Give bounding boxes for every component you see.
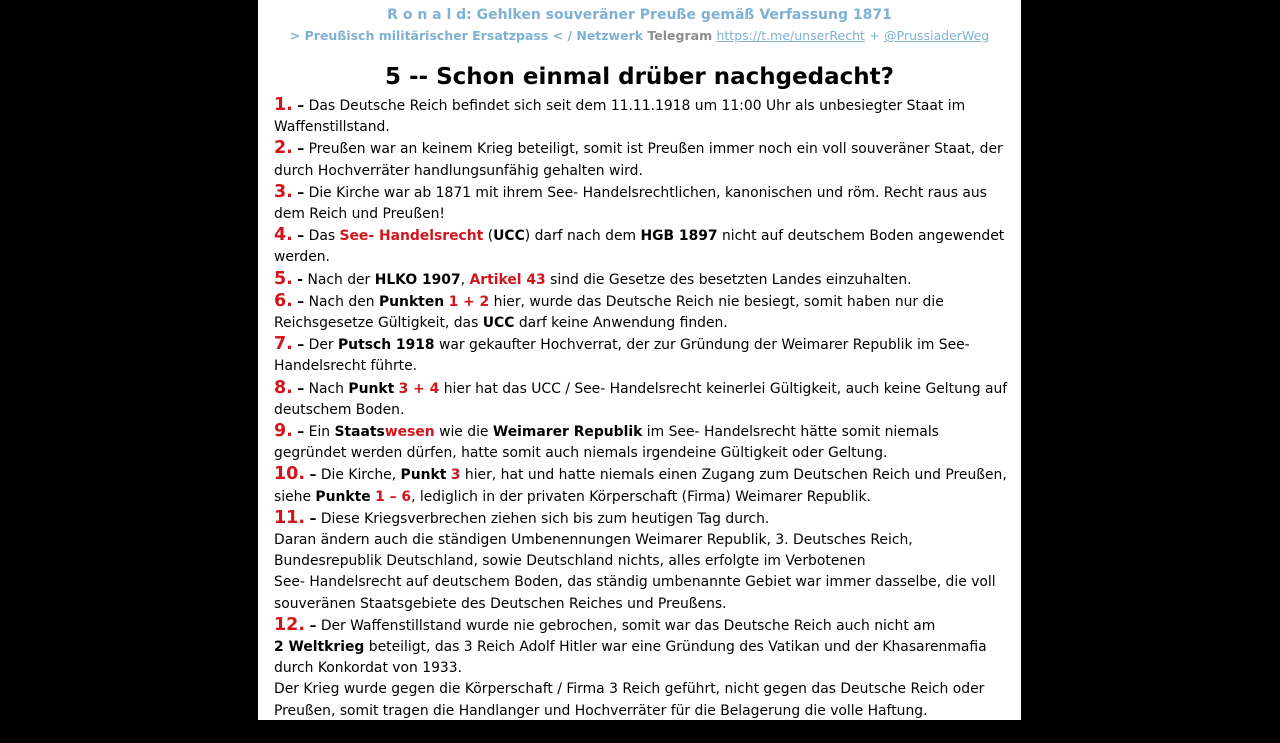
item-text: , xyxy=(460,271,466,288)
item-number: 7. xyxy=(274,334,293,355)
item-dash: – xyxy=(297,380,305,397)
highlight-bold: Staats xyxy=(334,424,385,441)
item-dash: – xyxy=(297,141,305,158)
list-item-8 xyxy=(274,378,1009,421)
highlight-bold: Punkten xyxy=(378,293,445,310)
highlight-bold: Punkte xyxy=(315,488,371,505)
item-text: Preußen war an keinem Krieg beteiligt, somit ist Preußen immer noch ein voll souveräner Staat, der durch Hochverräter handlungsunfähig gehalten wird. xyxy=(274,141,1003,179)
item-dash: – xyxy=(297,337,305,354)
item-number: 12. xyxy=(274,614,306,635)
item-dash: – xyxy=(297,228,305,245)
highlight-red: 1 + 2 xyxy=(448,293,490,310)
item-text: See- Handelsrecht auf deutschem Boden, das ständig umbenannte Gebiet war immer dasselbe, die voll souveränen Staatsgebiete des Deutschen Reiches und Preußens. xyxy=(274,574,996,612)
item-text: Das Deutsche Reich befindet sich seit dem 11.11.1918 um 11:00 Uhr als unbesiegter Staat im Waffenstillstand. xyxy=(274,98,966,136)
item-text: Daran ändern auch die ständigen Umbenennungen Weimarer Republik, 3. Deutsches Reich, xyxy=(274,532,913,549)
item-text: nicht auf deutschem Boden angewendet werden. xyxy=(274,228,1005,266)
item-text: hier, wurde das Deutsche Reich nie besiegt, somit haben nur die Reichsgesetze Gültigkeit, das xyxy=(274,293,944,332)
item-dash: – xyxy=(309,467,317,484)
list-item-9 xyxy=(274,421,1009,464)
item-text: Nach den xyxy=(308,293,375,310)
list-item-10 xyxy=(274,464,1009,507)
item-text: sind die Gesetze des besetzten Landes einzuhalten. xyxy=(550,271,912,288)
highlight-bold: HLKO 1907 xyxy=(374,271,461,288)
highlight-bold: UCC xyxy=(482,315,515,332)
item-text: Die Kirche, xyxy=(320,467,397,484)
item-text: war gekaufter Hochverrat, der zur Gründung der Weimarer Republik im See- Handelsrecht führte. xyxy=(274,337,970,375)
highlight-bold: Weimarer Republik xyxy=(492,424,643,441)
item-text: wie die xyxy=(439,424,489,441)
item-text: Nach xyxy=(308,380,344,397)
header-author-line: R o n a l d: Gehlken souveräner Preuße gemäß Verfassung 1871 xyxy=(387,7,892,23)
item-number: 6. xyxy=(274,290,293,311)
list-item-3 xyxy=(274,182,1009,225)
telegram-link[interactable]: https://t.me/unserRecht xyxy=(716,28,865,43)
highlight-red: 3 xyxy=(450,467,461,484)
item-number: 3. xyxy=(274,181,293,202)
highlight-red: Artikel 43 xyxy=(469,271,546,288)
highlight-bold: 2 Weltkrieg xyxy=(274,639,365,656)
page-title: 5 -- Schon einmal drüber nachgedacht? xyxy=(385,64,894,90)
document-page xyxy=(258,0,1021,740)
item-dash: - xyxy=(297,271,304,288)
item-number: 9. xyxy=(274,421,293,442)
telegram-label: Telegram xyxy=(647,28,713,43)
item-text: hier hat das UCC / See- Handelsrecht keinerlei Gültigkeit, auch keine Geltung auf deutschem Boden. xyxy=(274,380,1008,418)
item-text: beteiligt, das 3 Reich Adolf Hitler war eine Gründung des Vatikan und der Khasarenmafia durch Konkordat von 1933. xyxy=(274,639,987,677)
highlight-bold: Punkt xyxy=(400,467,447,484)
list-item-11 xyxy=(274,508,1009,615)
item-text: Das xyxy=(308,228,336,245)
item-text: Nach der xyxy=(307,271,371,288)
item-number: 10. xyxy=(274,464,306,485)
item-dash: – xyxy=(297,424,305,441)
item-text: Die Kirche war ab 1871 mit ihrem See- Handelsrechtlichen, kanonischen und röm. Recht raus aus dem Reich und Preußen! xyxy=(274,184,987,223)
item-number: 1. xyxy=(274,95,293,115)
highlight-bold: Punkt xyxy=(348,380,395,397)
list-item-12 xyxy=(274,615,1009,722)
highlight-red: 1 – 6 xyxy=(375,488,412,505)
list-item-6 xyxy=(274,291,1009,334)
item-text: im See- Handelsrecht hätte somit niemals gegründet werden dürfen, hatte somit auch niemals irgendeine Gültigkeit oder Geltung. xyxy=(274,424,939,462)
item-text: Der xyxy=(308,337,334,354)
item-number: 5. xyxy=(274,268,293,289)
list-item-7 xyxy=(274,334,1009,377)
item-text: Diese Kriegsverbrechen ziehen sich bis zum heutigen Tag durch. xyxy=(320,510,770,527)
item-text: hier, hat und hatte niemals einen Zugang zum Deutschen Reich und Preußen, siehe xyxy=(274,467,1007,505)
item-text: , lediglich in der privaten Körperschaft (Firma) Weimarer Republik. xyxy=(411,488,871,505)
item-text: Der Waffenstillstand wurde nie gebrochen, somit war das Deutsche Reich auch nicht am xyxy=(320,617,936,634)
item-dash: – xyxy=(297,293,305,310)
highlight-bold: Putsch 1918 xyxy=(338,337,435,354)
item-number: 4. xyxy=(274,225,293,246)
list-item-2 xyxy=(274,138,1009,181)
item-text: Bundesrepublik Deutschland, sowie Deutschland nichts, alles erfolgte im Verbotenen xyxy=(274,553,866,570)
highlight-red: See- Handelsrecht xyxy=(339,228,484,245)
item-text: ) darf nach dem xyxy=(524,228,637,245)
item-text: ( xyxy=(487,228,494,245)
highlight-red: 3 + 4 xyxy=(398,380,440,397)
numbered-list xyxy=(274,95,1009,743)
highlight-bold: HGB 1897 xyxy=(640,228,718,245)
highlight-red: wesen xyxy=(384,424,435,441)
item-dash: – xyxy=(297,98,305,114)
item-dash: – xyxy=(309,617,317,634)
closing-statement: Nichts hat hier irgendeine Geltung, alles ist bösartig kriminell! xyxy=(394,723,889,740)
item-text: darf keine Anwendung finden. xyxy=(518,315,728,332)
list-item-1 xyxy=(274,95,1009,138)
item-dash: – xyxy=(297,184,305,201)
plus-sign: + xyxy=(869,28,880,43)
header-network-line xyxy=(258,28,1021,43)
list-item-4 xyxy=(274,225,1009,268)
item-number: 2. xyxy=(274,138,293,159)
header-network-text: > Preußisch militärischer Ersatzpass < / Netzwerk xyxy=(289,28,644,43)
highlight-bold: UCC xyxy=(493,228,525,245)
channel-link[interactable]: @PrussiaderWeg xyxy=(884,28,990,43)
item-number: 8. xyxy=(274,377,293,398)
item-text: Ein xyxy=(308,424,331,441)
item-text: Der Krieg wurde gegen die Körperschaft / Firma 3 Reich geführt, nicht gegen das Deutsche Reich oder Preußen, somit tragen die Handlanger und Hochverräter für die Belagerung die volle Haftung. xyxy=(274,681,985,719)
list-item-5 xyxy=(274,269,1009,291)
item-dash: – xyxy=(309,510,317,527)
item-number: 11. xyxy=(274,507,306,528)
